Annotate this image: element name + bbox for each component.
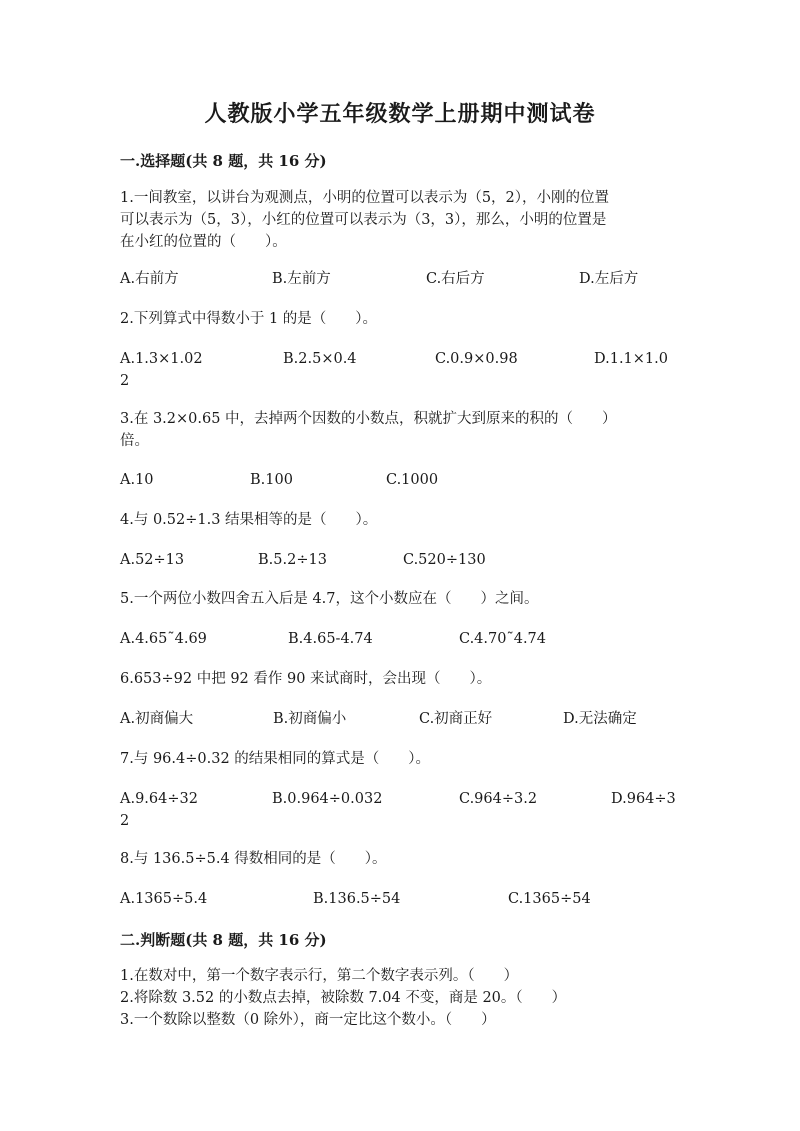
option-d[interactable]: D.1.1×1.0: [594, 351, 668, 367]
option-a[interactable]: A.初商偏大: [120, 711, 194, 727]
option-c[interactable]: C.0.9×0.98: [435, 351, 518, 367]
question-line: 4.与 0.52÷1.3 结果相等的是（ ）。: [120, 512, 378, 528]
option-c[interactable]: C.1365÷54: [508, 891, 591, 907]
true-false-item: 3.一个数除以整数（0 除外），商一定比这个数小。（ ）: [120, 1012, 496, 1028]
option-a[interactable]: A.10: [120, 472, 154, 488]
question-8-options: [120, 888, 680, 932]
question-8: [120, 848, 680, 870]
option-b[interactable]: B.100: [250, 472, 293, 488]
question-line: 7.与 96.4÷0.32 的结果相同的算式是（ ）。: [120, 751, 431, 767]
option-b[interactable]: B.5.2÷13: [258, 552, 327, 568]
question-6-options: [120, 708, 680, 752]
question-3-options: [120, 469, 680, 513]
true-false-item: 1.在数对中，第一个数字表示行，第二个数字表示列。（ ）: [120, 968, 519, 984]
option-d[interactable]: D.964÷3: [611, 791, 676, 807]
option-a[interactable]: A.9.64÷32: [120, 791, 198, 807]
option-a[interactable]: A.52÷13: [120, 552, 185, 568]
section-heading-choice: 一.选择题(共 8 题，共 16 分): [120, 152, 327, 170]
option-c[interactable]: C.4.70˜4.74: [459, 631, 547, 647]
question-2-options: [120, 348, 680, 392]
question-2: [120, 308, 680, 330]
section-heading-true-false: 二.判断题(共 8 题，共 16 分): [120, 931, 327, 949]
question-line: 1.一间教室，以讲台为观测点，小明的位置可以表示为（5，2），小刚的位置: [120, 190, 610, 206]
option-b[interactable]: B.初商偏小: [273, 711, 347, 727]
question-4: [120, 509, 680, 531]
option-a[interactable]: A.1.3×1.02: [120, 351, 203, 367]
question-1: [120, 187, 680, 253]
question-line: 3.在 3.2×0.65 中，去掉两个因数的小数点，积就扩大到原来的积的（ ）: [120, 411, 617, 427]
true-false-item: 2.将除数 3.52 的小数点去掉，被除数 7.04 不变，商是 20。（ ）: [120, 990, 567, 1006]
question-5: [120, 588, 680, 610]
page-title: 人教版小学五年级数学上册期中测试卷: [204, 101, 596, 127]
question-5-options: [120, 628, 680, 672]
question-line: 2.下列算式中得数小于 1 的是（ ）。: [120, 311, 378, 327]
question-line: 可以表示为（5，3），小红的位置可以表示为（3，3），那么，小明的位置是: [120, 212, 607, 228]
option-a[interactable]: A.4.65˜4.69: [120, 631, 207, 647]
question-7-options: [120, 788, 680, 832]
question-6: [120, 668, 680, 690]
question-1-options: [120, 268, 680, 312]
option-b[interactable]: B.136.5÷54: [313, 891, 401, 907]
option-c[interactable]: C.初商正好: [419, 711, 493, 727]
question-3: [120, 408, 680, 452]
option-c[interactable]: C.964÷3.2: [459, 791, 538, 807]
option-b[interactable]: B.4.65-4.74: [288, 631, 373, 647]
option-d[interactable]: D.无法确定: [563, 711, 637, 727]
question-line: 5.一个两位小数四舍五入后是 4.7，这个小数应在（ ）之间。: [120, 591, 539, 607]
option-c[interactable]: C.右后方: [426, 271, 485, 287]
option-d-wrap: 2: [120, 813, 130, 829]
question-4-options: [120, 549, 680, 593]
option-b[interactable]: B.2.5×0.4: [283, 351, 357, 367]
option-d[interactable]: D.左后方: [579, 271, 639, 287]
option-a[interactable]: A.右前方: [120, 271, 179, 287]
option-b[interactable]: B.左前方: [272, 271, 331, 287]
option-b[interactable]: B.0.964÷0.032: [272, 791, 383, 807]
option-c[interactable]: C.1000: [386, 472, 439, 488]
question-line: 6.653÷92 中把 92 看作 90 来试商时，会出现（ ）。: [120, 671, 492, 687]
question-line: 8.与 136.5÷5.4 得数相同的是（ ）。: [120, 851, 387, 867]
true-false-list: [120, 965, 680, 1031]
question-line: 倍。: [120, 433, 149, 449]
question-line: 在小红的位置的（ ）。: [120, 234, 287, 250]
option-c[interactable]: C.520÷130: [403, 552, 486, 568]
option-a[interactable]: A.1365÷5.4: [120, 891, 208, 907]
question-7: [120, 748, 680, 770]
option-d-wrap: 2: [120, 373, 130, 389]
